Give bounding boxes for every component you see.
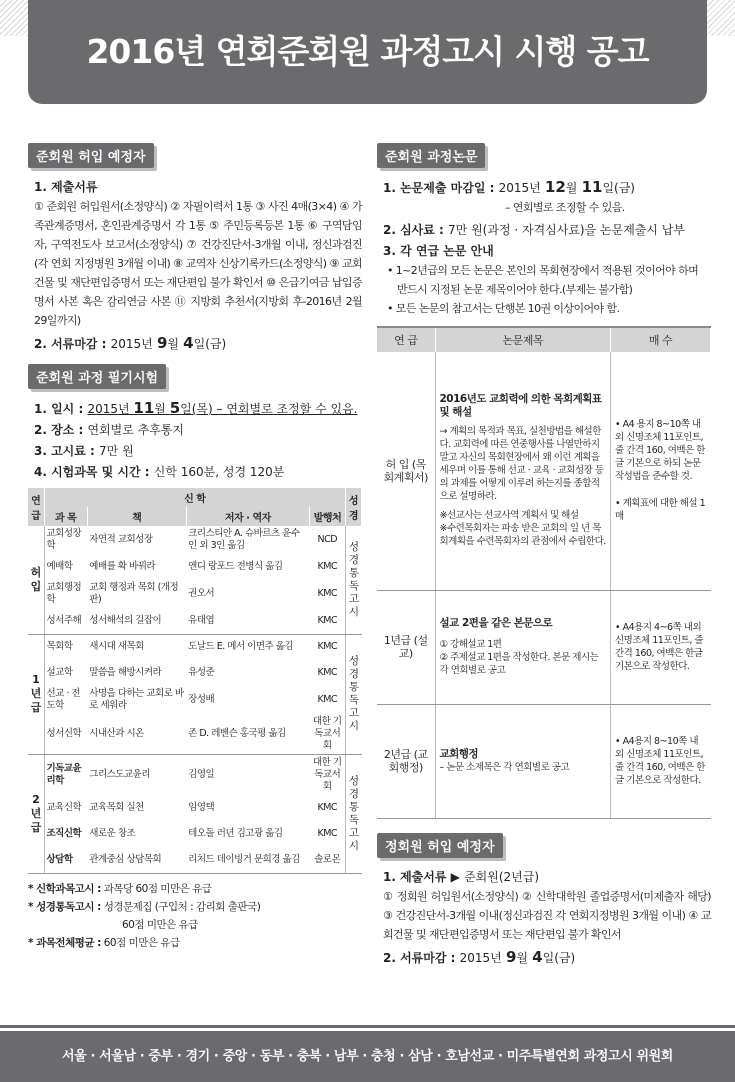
cell-publisher: KMC [310, 608, 346, 634]
exam-date: 1. 일시 : 2015년 11월 5일(목) – 연회별로 조정할 수 있음. [34, 399, 358, 417]
footer-committees: 서울 · 서울남 · 중부 · 경기 · 중앙 · 동부 · 충북 · 남부 · 충청 · 삼남 · 호남선교 · 미주특별연회 과정고시 위원회 [0, 1031, 735, 1082]
cell-book: 성서해석의 길잡이 [87, 608, 186, 634]
exam-subjects: 4. 시험과목 및 시간 : 신학 160분, 성경 120분 [34, 465, 285, 479]
bible-cell: 성경통독고시 [346, 755, 362, 874]
full-member-docs: 1. 제출서류 ▶ 준회원(2년급) [383, 869, 540, 884]
table-row [28, 847, 362, 873]
paper-deadline-note: – 연회별로 조정할 수 있음. [505, 201, 625, 214]
full-member-docs-body: ① 정회원 허입원서(소정양식) ② 신학대학원 졸업증명서(미제출자 해당) ③ 건강진단서-3개월 이내(정신과검진 각 연회지정병원 3개월 이내) ④ 교회건물 및 재단편입증명서 또는 재단편입 불가 확인서 [383, 889, 711, 941]
books-table [28, 488, 362, 874]
exam-place: 2. 장소 : 연회별로 추후통지 [34, 423, 184, 437]
bible-cell: 성경통독고시 [346, 634, 362, 755]
submit-docs-label: 1. 제출서류 [34, 180, 98, 194]
exam-fee: 3. 고시료 : 7만 원 [34, 444, 134, 458]
cell-subject: 교회성장학 [46, 528, 82, 551]
cell-publisher: KMC [317, 641, 338, 653]
cell-book: 교육목회 실천 [89, 802, 144, 813]
cell-author: 유태엽 [186, 608, 309, 634]
cell-author: 리처드 데이빙거 문희경 옮김 [186, 847, 309, 873]
cell-author: 임영택 [188, 802, 215, 813]
bible-cell: 성경통독고시 [346, 526, 362, 634]
cell-book: 자연적 교회성장 [89, 534, 153, 545]
books-table-body [28, 526, 362, 873]
cell-book: 그리스도교윤리 [89, 769, 151, 780]
cell-subject: 목회학 [46, 641, 73, 653]
paper-row-year2: 2년급 (교회행정) 교회행정 – 논문 소제목은 각 연회별로 공고 • A4용지 8~10쪽 내외 신명조체 11포인트, 줄 간격 160, 여백은 한글 기본으로 작성한다. [377, 704, 711, 818]
cell-author: 앤디 랑포드 전병식 옮김 [188, 561, 283, 572]
cell-subject: 성서주해 [44, 608, 87, 634]
th-theology: 신 학 [44, 488, 346, 507]
th-grade: 연급 [28, 488, 44, 526]
cell-subject: 조직신학 [46, 828, 82, 839]
cell-subject: 선교 · 전도학 [46, 688, 81, 711]
paper-row-year1: 1년급 (설교) 설교 2편을 같은 본문으로 ① 강해설교 1편 ② 주제설교 1편을 작성한다. 본문 제시는 각 연회별로 공고 • A4용지 4~6쪽 내외 신명조체 11포인트, 줄 간격 160, 여백은 한글 기본으로 작성한다. [377, 590, 711, 704]
page-title: 2016년 연회준회원 과정고시 시행 공고 [28, 0, 707, 104]
cell-author: 크리스티안 A. 슈바르츠 윤수인 외 3인 옮김 [188, 528, 300, 551]
table-row [28, 714, 362, 755]
cell-publisher: 대한 기독교서회 [312, 757, 342, 792]
cell-publisher: 대한 기독교서회 [310, 714, 346, 755]
table-row [28, 608, 362, 634]
section-title-associate-paper: 준회원 과정논문 [377, 143, 485, 168]
cell-subject: 예배학 [46, 561, 73, 572]
cell-subject: 교육신학 [46, 802, 82, 813]
cell-subject: 상담학 [44, 847, 87, 873]
cell-author: 권오서 [188, 588, 215, 599]
paper-guide-bullet-2: • 모든 논문의 참고서는 단행본 10권 이상이어야 함. [387, 302, 620, 315]
cell-author: 테오돌 러년 김고광 옮김 [188, 828, 283, 839]
paper-row-admission: 허 입 (목회계획서) 2016년도 교회력에 의한 목회계획표 및 해설 → 계획의 목적과 목표, 실천방법을 해설한다. 교회력에 따른 연중행사를 나열만하지 말고 자신의 목회현장에서 왜 이런 계획을 세우며 이를 통해 선교 · 교육 · 교회성장 등의 과제를 어떻게 이루려 하는지를 종합적으로 설명하라. ※선교사는 선교사역 계획서 및 해설 ※수련목회자는 파송 받은 교회의 일 년 목회계획을 수련목회자의 관점에서 수립한다. • A4 용지 8~10쪽 내외 신명조체 11포인트, 줄 간격 160, 여백은 한글 기본으로 하되 논문 작성법을 준수할 것. • 계획표에 대한 해설 1매 [377, 352, 711, 590]
cell-author: 유성준 [188, 667, 215, 678]
cell-book: 교회 행정과 목회 (개정판) [89, 582, 179, 605]
th-paper-grade: 연 급 [377, 327, 435, 352]
cell-author: 장성배 [188, 694, 215, 705]
th-paper-format: 매 수 [611, 327, 711, 352]
section-title-written-exam: 준회원 과정 필기시험 [28, 364, 166, 389]
cell-publisher: NCD [317, 534, 338, 545]
paper-guide-label: 3. 각 연급 논문 안내 [383, 244, 494, 258]
cell-subject: 기독교윤리학 [46, 763, 82, 786]
cell-publisher: KMC [317, 694, 338, 705]
review-fee: 2. 심사료 : 7만 원(과정 · 자격심사료)을 논문제출시 납부 [383, 223, 685, 237]
paper-table [377, 326, 711, 819]
left-column [28, 143, 362, 952]
cell-book: 관계중심 상담목회 [87, 847, 186, 873]
cell-book: 사명을 다하는 교회로 바로 세워라 [89, 688, 184, 711]
th-book: 책 [87, 507, 186, 526]
table-row [28, 634, 362, 660]
doc-deadline-label: 2. 서류마감 : [34, 337, 107, 351]
cell-publisher: KMC [317, 828, 338, 839]
cell-author: 도날드 E. 메서 이면주 옮김 [188, 641, 294, 653]
cell-book: 시내산과 시온 [87, 714, 186, 755]
cell-book: 말씀을 해방시켜라 [89, 667, 162, 678]
exam-date-day: 5 [169, 399, 181, 417]
th-paper-title: 논문제목 [435, 327, 611, 352]
submit-docs-body: ① 준회원 허입원서(소정양식) ② 자필이력서 1통 ③ 사진 4매(3×4) ④ 가족관계증명서, 혼인관계증명서 각 1통 ⑤ 주민등록등본 1통 ⑥ 구역담임자, 구역전도사 보고서(소정양식) ⑦ 건강진단서-3개월 이내, 정신과검진(각 연회 지정병원 3개월 이내) ⑧ 교역자 신상기록카드(소정양식) ⑨ 교회건물 및 재단편입증명서 또는 재단편입 불가 확인서 ⑩ 은급기여금 납입증명서 사본 혹은 감리연금 사본 ⑪ 지방회 추천서(지방회 후-2016년 2월 29일까지) [34, 200, 362, 327]
table-row [28, 821, 362, 847]
doc-deadline-day: 4 [183, 334, 194, 352]
table-row [28, 795, 362, 821]
table-row [28, 660, 362, 686]
cell-author: 김영일 [188, 769, 215, 780]
grade-cell: 1년급 [28, 634, 44, 755]
doc-deadline-year: 2015년 [110, 337, 153, 351]
th-publisher: 발행처 [310, 507, 346, 526]
th-subject: 과 목 [44, 507, 87, 526]
full-member-deadline: 2. 서류마감 : 2015년 9월 4일(금) [383, 947, 576, 966]
doc-deadline: 2. 서류마감 : 2015년 9월 4일(금) [34, 334, 227, 352]
table-row [28, 554, 362, 580]
cell-book: 예배를 확 바꿔라 [89, 561, 156, 572]
exam-date-month: 11 [133, 399, 155, 417]
paper-guide-bullet-1: • 1~2년급의 모든 논문은 본인의 목회현장에서 적용된 것이어야 하며 반드시 지정된 논문 제목이어야 한다.(부제는 불가함) [387, 264, 699, 296]
th-bible: 성경 [346, 488, 362, 526]
cell-publisher: 솔로몬 [310, 847, 346, 873]
th-author: 저자 · 역자 [186, 507, 309, 526]
grade-cell: 허입 [28, 526, 44, 634]
cell-book: 새로운 창조 [89, 828, 136, 839]
cell-publisher: KMC [317, 561, 338, 572]
footer-rule [0, 1025, 735, 1028]
right-column [377, 143, 711, 968]
section-title-full-member-admission: 정회원 허입 예정자 [377, 833, 503, 858]
paper-deadline: 1. 논문제출 마감일 : 2015년 12월 11일(금) [383, 178, 635, 196]
doc-deadline-month: 9 [156, 334, 168, 352]
cell-subject: 설교학 [46, 667, 73, 678]
table-row [28, 580, 362, 608]
table-row [28, 755, 362, 796]
section-title-associate-admission: 준회원 허입 예정자 [28, 143, 154, 168]
cell-publisher: KMC [317, 802, 338, 813]
grade-cell: 2년급 [28, 755, 44, 874]
grading-notes: * 신학과목고시 : 과목당 60점 미만은 유급 * 성경통독고시 : 성경문제집 (구입처 : 감리회 출판국) 60점 미만은 유급 * 과목전체평균 : 60점 미만은 유급 [28, 882, 261, 949]
cell-subject: 교회행정학 [46, 582, 82, 605]
table-row [28, 526, 362, 554]
cell-author: 존 D. 레벤슨 홍국평 옮김 [186, 714, 309, 755]
cell-book: 새시대 새목회 [89, 641, 144, 653]
cell-publisher: KMC [317, 588, 338, 599]
cell-publisher: KMC [317, 667, 338, 678]
table-row [28, 686, 362, 714]
cell-subject: 성서신학 [44, 714, 87, 755]
